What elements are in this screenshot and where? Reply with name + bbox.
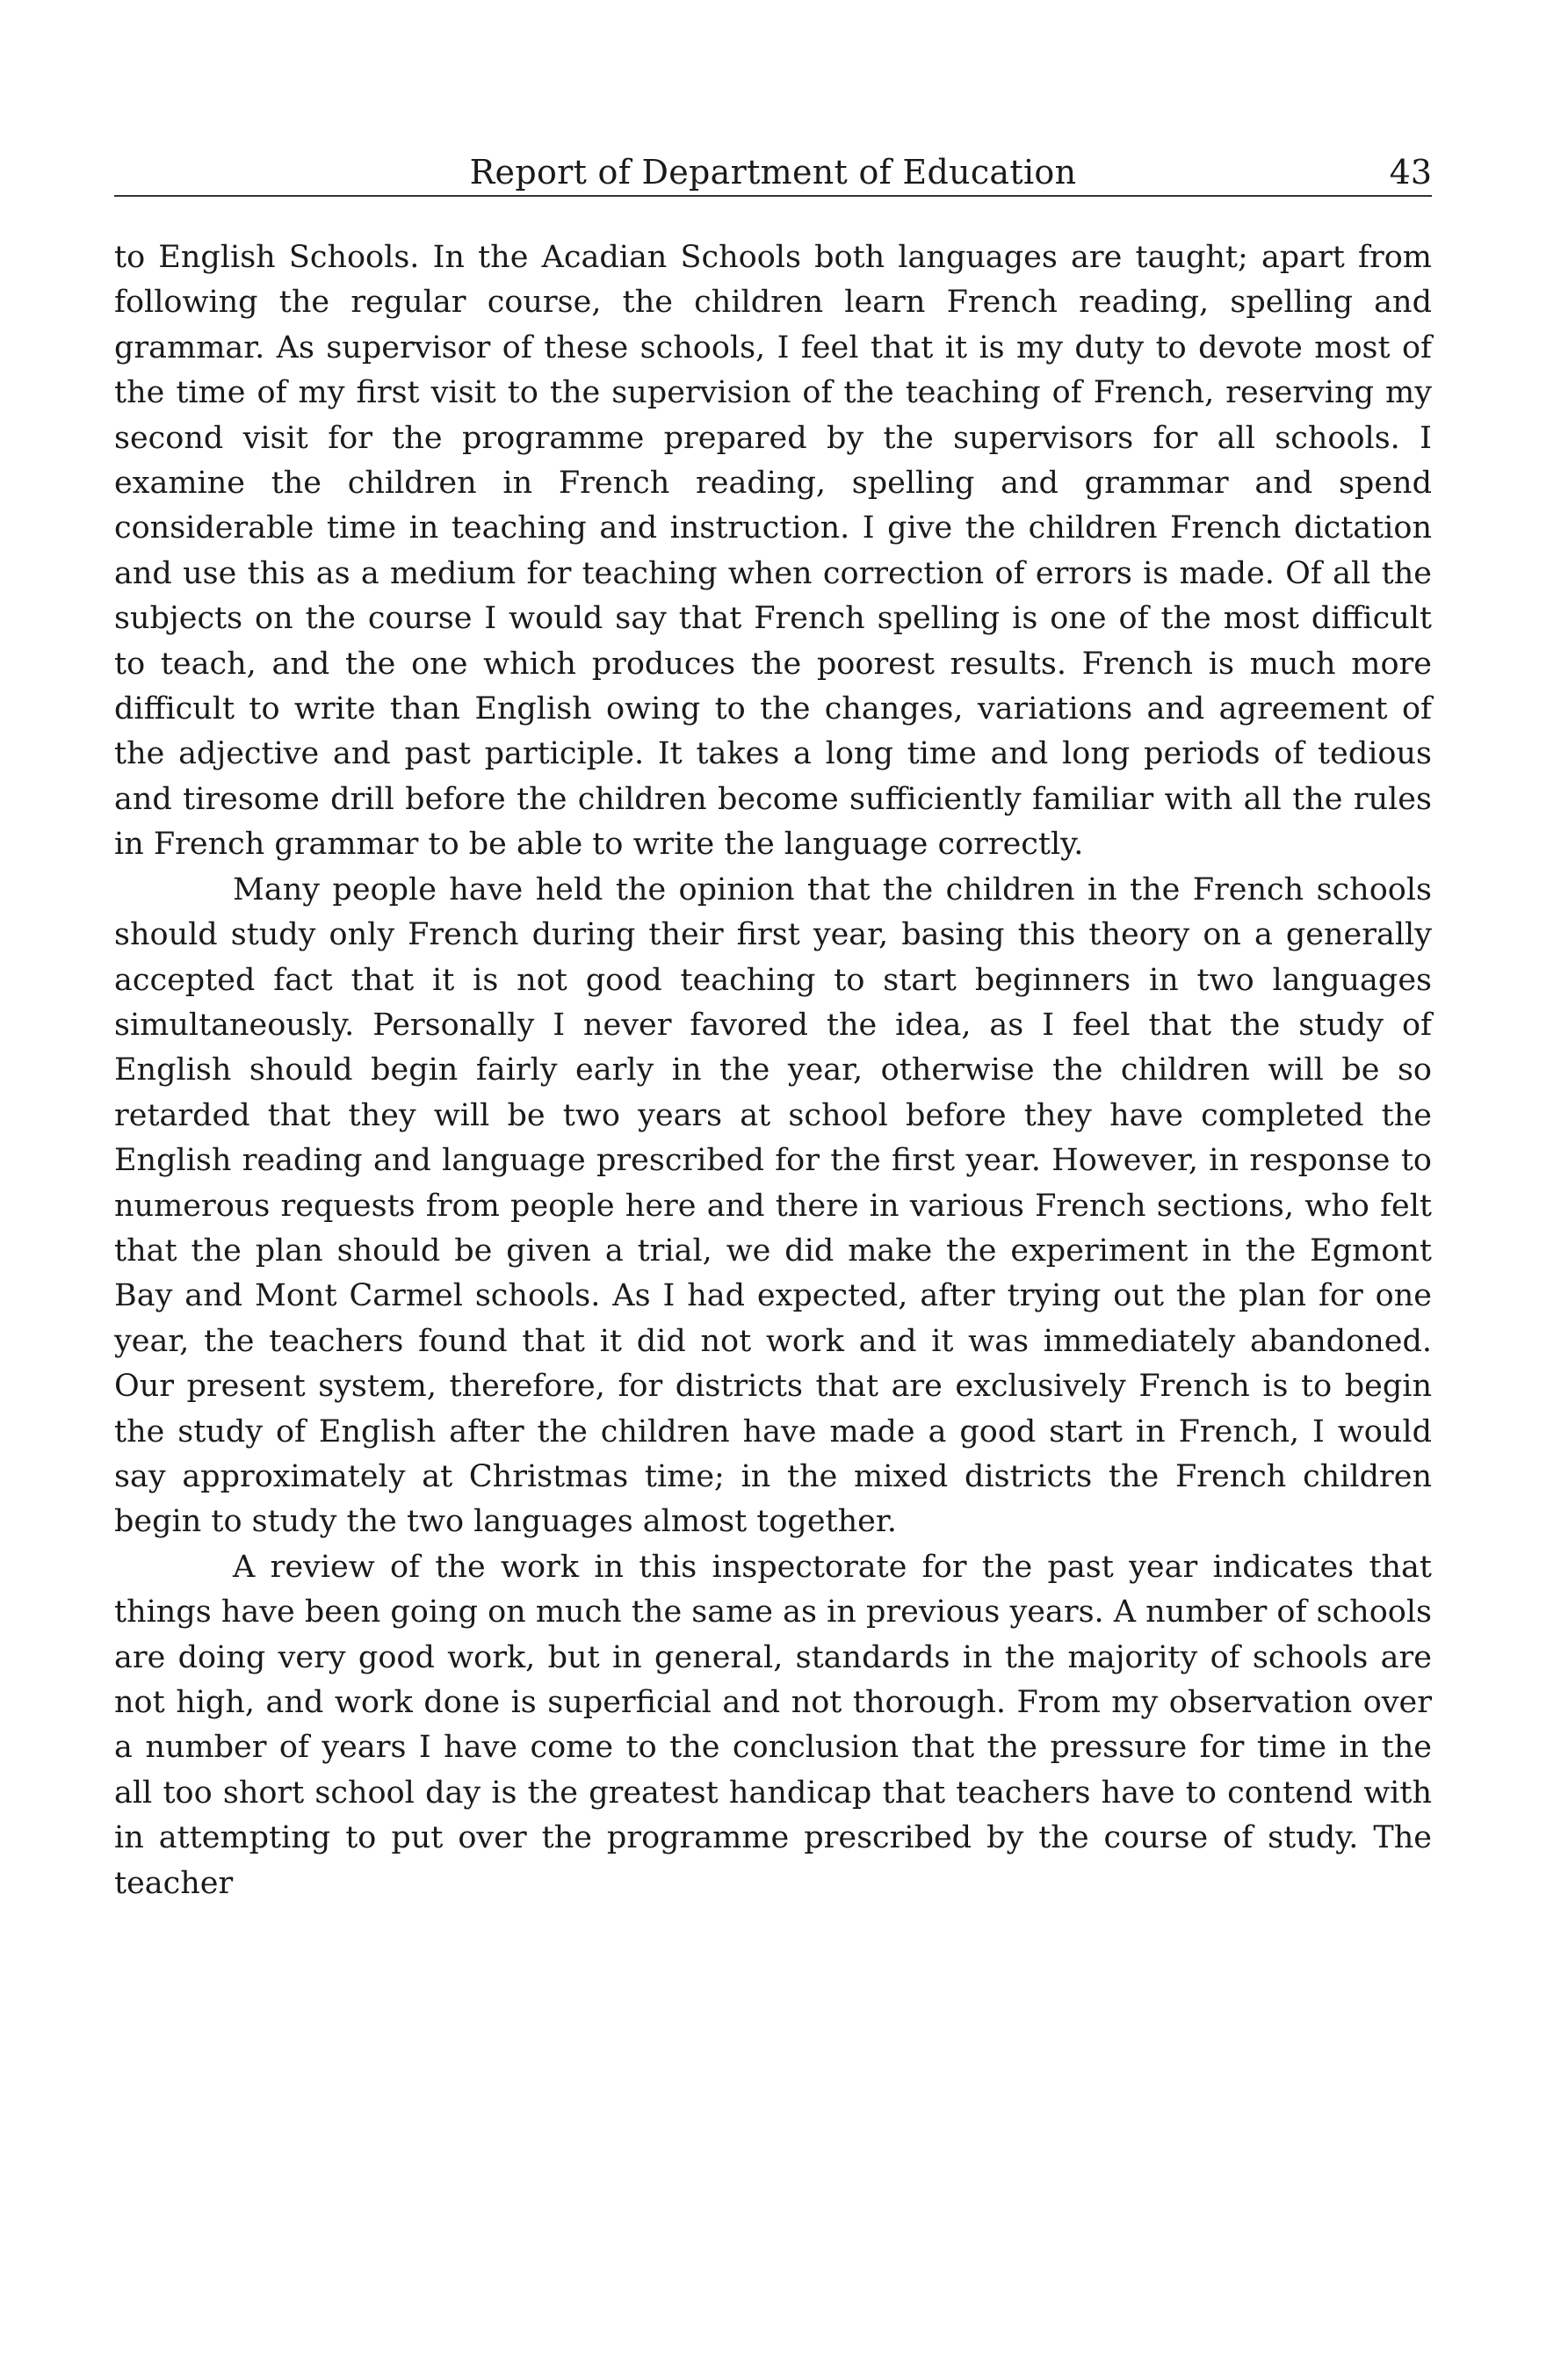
body-text [114,235,1432,1906]
running-head: Report of Department of Education [469,153,1077,192]
paragraph-3: A review of the work in this inspectorate for the past year indicates that things have been going on much the same as in previous years. A number of schools are doing very good work, but in general, standards in the majority of schools are not high, and work done is superficial and not thorough. From my observation over a number of years I have come to the conclusion that the pressure for time in the all too short school day is the greatest handicap that teachers have to contend with in attempting to put over the programme prescribed by the course of study. The teacher [114,1549,1432,1901]
page-number: 43 [1389,153,1432,192]
paragraph-1: to English Schools. In the Acadian Schools both languages are taught; apart from following the regular course, the children learn French reading, spelling and grammar. As supervisor of these schools, I feel that it is my duty to devote most of the time of my first visit to the supervision of the teaching of French, reserving my second visit for the programme prepared by the supervisors for all schools. I examine the children in French reading, spelling and grammar and spend considerable time in teaching and instruction. I give the children French dictation and use this as a medium for teaching when correction of errors is made. Of all the subjects on the course I would say that French spelling is one of the most difficult to teach, and the one which produces the poorest results. French is much more difficult to write than English owing to the changes, variations and agreement of the adjective and past participle. It takes a long time and long periods of tedious and tiresome drill before the children become sufficiently familiar with all the rules in French grammar to be able to write the language correctly. [114,240,1432,863]
page-header [114,149,1432,197]
document-page [114,149,1432,1906]
paragraph-2: Many people have held the opinion that the children in the French schools should study only French during their first year, basing this theory on a generally accepted fact that it is not good teaching to start beginners in two languages simultaneously. Personally I never favored the idea, as I feel that the study of English should begin fairly early in the year, otherwise the children will be so retarded that they will be two years at school before they have completed the English reading and language prescribed for the first year. However, in response to numerous requests from people here and there in various French sections, who felt that the plan should be given a trial, we did make the experiment in the Egmont Bay and Mont Carmel schools. As I had expected, after trying out the plan for one year, the teachers found that it did not work and it was immediately abandoned. Our present system, therefore, for districts that are exclusively French is to begin the study of English after the children have made a good start in French, I would say approximately at Christmas time; in the mixed districts the French children begin to study the two languages almost together. [114,871,1432,1540]
